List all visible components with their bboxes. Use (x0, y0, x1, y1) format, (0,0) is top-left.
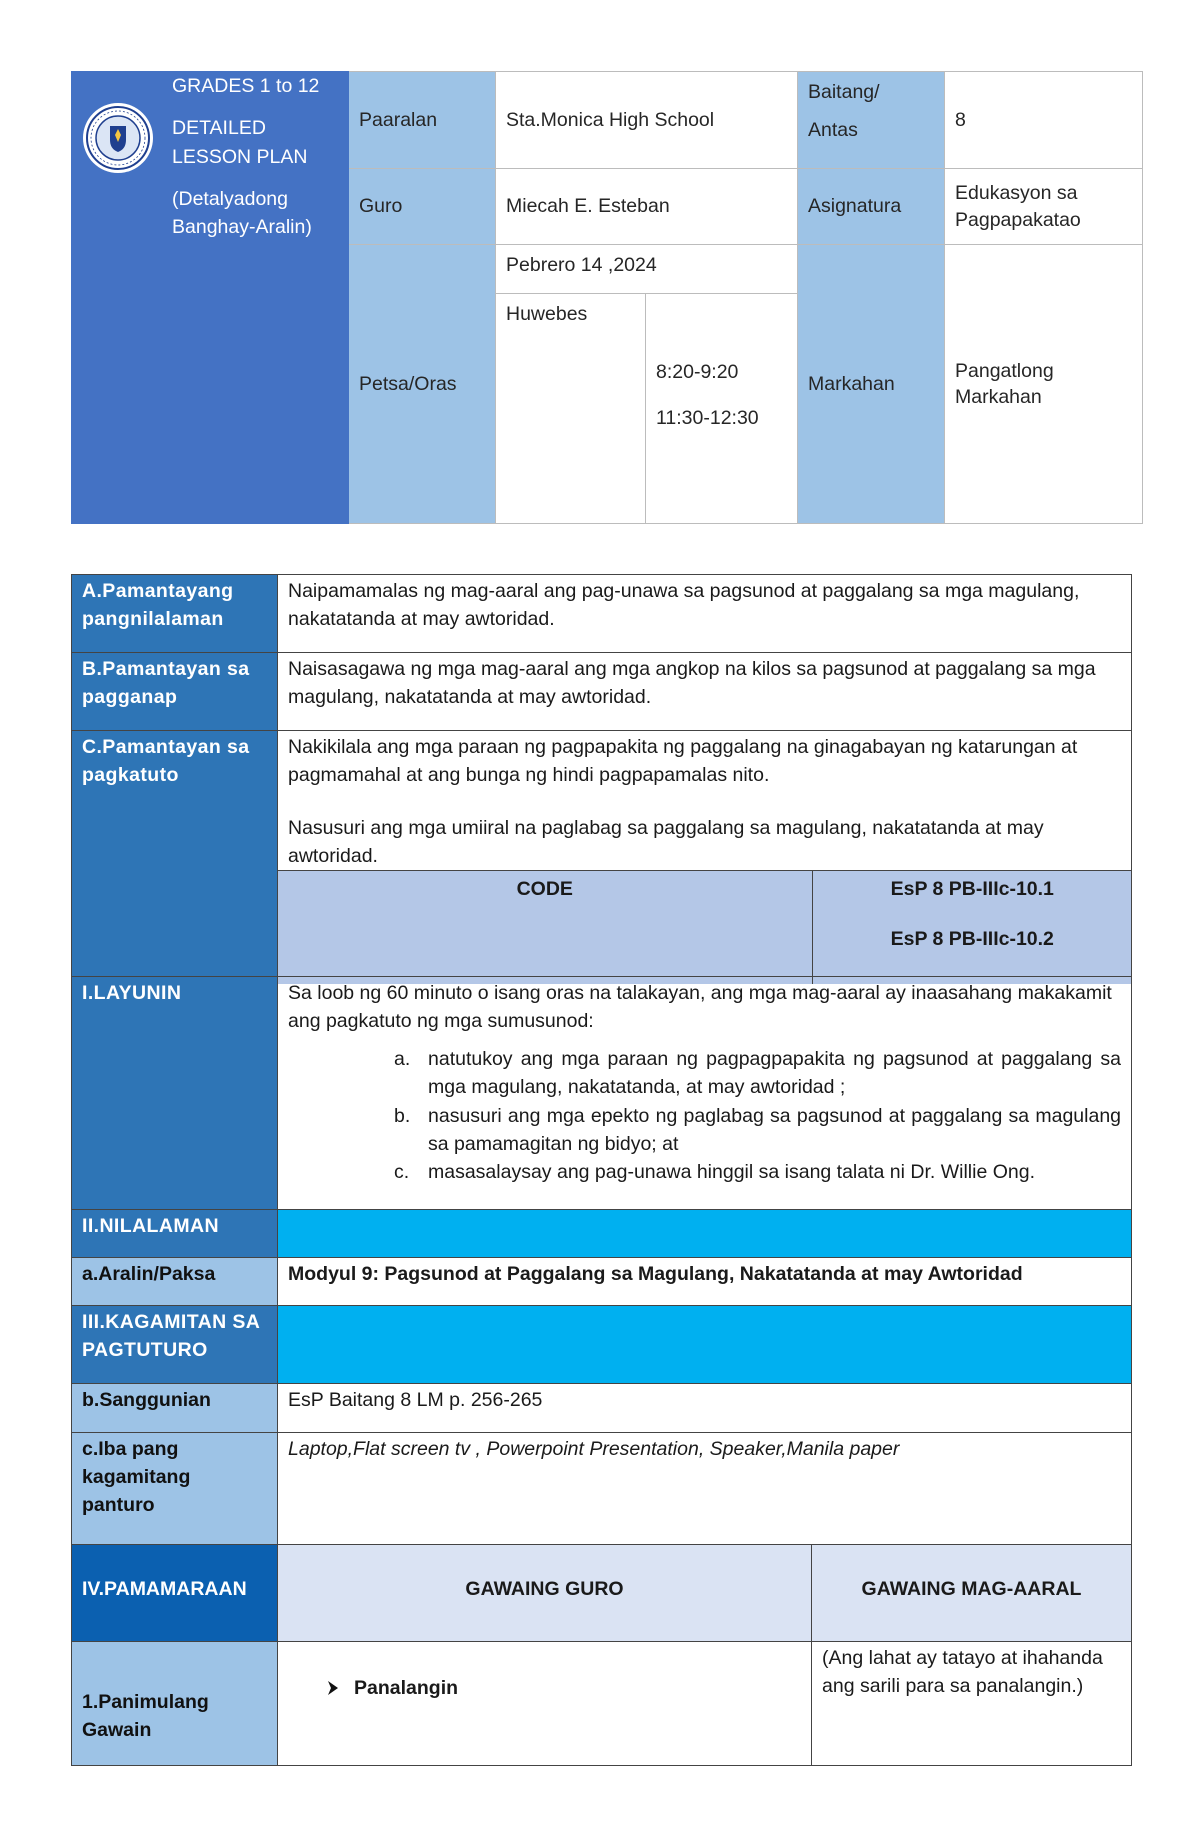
code-1: EsP 8 PB-IIIc-10.1 (890, 878, 1054, 901)
teacher-label: Guro (349, 169, 496, 245)
quarter-value: Pangatlong Markahan (945, 245, 1143, 524)
objective-item (394, 1102, 1122, 1159)
objective-marker: c. (394, 1161, 410, 1184)
references-label: b.Sanggunian (72, 1383, 278, 1432)
code-table (278, 870, 1132, 984)
objective-text: nasusuri ang mga epekto ng paglabag sa pagsunod at paggalang sa magulang sa pamamagitan ng bidyo; at (428, 1104, 1122, 1155)
time-1: 8:20-9:20 (656, 361, 739, 383)
objective-text: masasalaysay ang pag-unawa hinggil sa isang talata ni Dr. Willie Ong. (428, 1161, 1035, 1184)
grade-label-line1: Baitang/ (808, 81, 880, 103)
lesson-topic-value: Modyul 9: Pagsunod at Paggalang sa Magulang, Nakatatanda at may Awtoridad (278, 1257, 1132, 1305)
prayer-text: Panalangin (354, 1676, 459, 1699)
content-band (278, 1209, 1132, 1257)
learning-competency-text-1: Nakikilala ang mga paraan ng pagpapakita ng paggalang na ginagabayan ng katarungan at pagmamahal at ang bunga ng hindi pagpapamalas nito. (288, 736, 1078, 787)
objective-item (394, 1158, 1121, 1186)
lesson-plan-table (71, 574, 1132, 1766)
arrow-bullet-icon (326, 1680, 340, 1696)
references-value: EsP Baitang 8 LM p. 256-265 (278, 1383, 1132, 1432)
learning-competency-label: C.Pamantayan sa pagkatuto (72, 731, 278, 977)
materials-label: III.KAGAMITAN SA PAGTUTURO (72, 1305, 278, 1383)
school-value: Sta.Monica High School (496, 72, 798, 169)
date-value: Pebrero 14 ,2024 (496, 245, 798, 294)
objective-marker: a. (394, 1048, 411, 1071)
time-2: 11:30-12:30 (656, 407, 759, 430)
objective-marker: b. (394, 1104, 411, 1127)
subject-label: Asignatura (798, 169, 945, 245)
learning-competency-cell (278, 731, 1132, 977)
grade-label-line2: Antas (808, 119, 858, 142)
brand-title: DETAILED LESSON PLAN (172, 117, 308, 168)
date-label: Petsa/Oras (349, 245, 496, 524)
brand-grades: GRADES 1 to 12 (172, 75, 320, 97)
learning-competency-text-2: Nasusuri ang mga umiiral na paglabag sa paggalang sa magulang, nakatatanda at may awtoridad. (288, 816, 1044, 867)
performance-standard-label: B.Pamantayan sa pagganap (72, 653, 278, 731)
objectives-list (288, 1045, 1121, 1186)
objectives-cell (278, 976, 1132, 1209)
objectives-label: I.LAYUNIN (72, 976, 278, 1209)
code-label: CODE (278, 871, 812, 984)
intro-activity-label: 1.Panimulang Gawain (72, 1641, 278, 1765)
subject-value: Edukasyon sa Pagpapakatao (945, 169, 1143, 245)
other-materials-label: c.Iba pang kagamitang panturo (72, 1432, 278, 1544)
teacher-activity-header: GAWAING GURO (278, 1544, 812, 1641)
objectives-intro: Sa loob ng 60 minuto o isang oras na talakayan, ang mga mag-aaral ay inaasahang makakamit ang pagkatuto ng mga sumusunod: (288, 981, 1112, 1032)
student-activity-header: GAWAING MAG-AARAL (812, 1544, 1132, 1641)
lesson-topic-label: a.Aralin/Paksa (72, 1257, 278, 1305)
other-materials-value: Laptop,Flat screen tv , Powerpoint Presentation, Speaker,Manila paper (278, 1432, 1132, 1544)
teacher-activity-cell (278, 1641, 812, 1765)
school-label: Paaralan (349, 72, 496, 169)
procedure-label: IV.PAMAMARAAN (72, 1544, 278, 1641)
brand-subtitle: (Detalyadong Banghay-Aralin) (172, 187, 312, 239)
objective-item (394, 1045, 1122, 1102)
teacher-value: Miecah E. Esteban (496, 169, 798, 245)
materials-band (278, 1305, 1132, 1383)
objective-text: natutukoy ang mga paraan ng pagpagpapakita ng pagsunod at paggalang sa mga magulang, nakatatanda, at may awtoridad ; (428, 1048, 1122, 1099)
time-cell (646, 294, 798, 524)
prayer-item (288, 1674, 801, 1702)
code-2: EsP 8 PB-IIIc-10.2 (890, 928, 1054, 951)
quarter-label: Markahan (798, 245, 945, 524)
performance-standard-text: Naisasagawa ng mga mag-aaral ang mga angkop na kilos sa pagsunod at paggalang sa mga magulang, nakatatanda at may awtoridad. (278, 653, 1132, 731)
content-standard-text: Naipamamalas ng mag-aaral ang pag-unawa sa pagsunod at paggalang sa mga magulang, nakatatanda at may awtoridad. (278, 575, 1132, 653)
content-standard-label: A.Pamantayang pangnilalaman (72, 575, 278, 653)
student-activity-text: (Ang lahat ay tatayo at ihahanda ang sarili para sa panalangin.) (812, 1641, 1132, 1765)
grade-label (798, 72, 945, 169)
day-value: Huwebes (496, 294, 646, 524)
content-label: II.NILALAMAN (72, 1209, 278, 1257)
header-table (71, 71, 1143, 524)
grade-value: 8 (945, 72, 1143, 169)
lesson-plan-brand (72, 72, 349, 524)
deped-seal-icon (82, 102, 154, 174)
code-values (812, 871, 1132, 984)
